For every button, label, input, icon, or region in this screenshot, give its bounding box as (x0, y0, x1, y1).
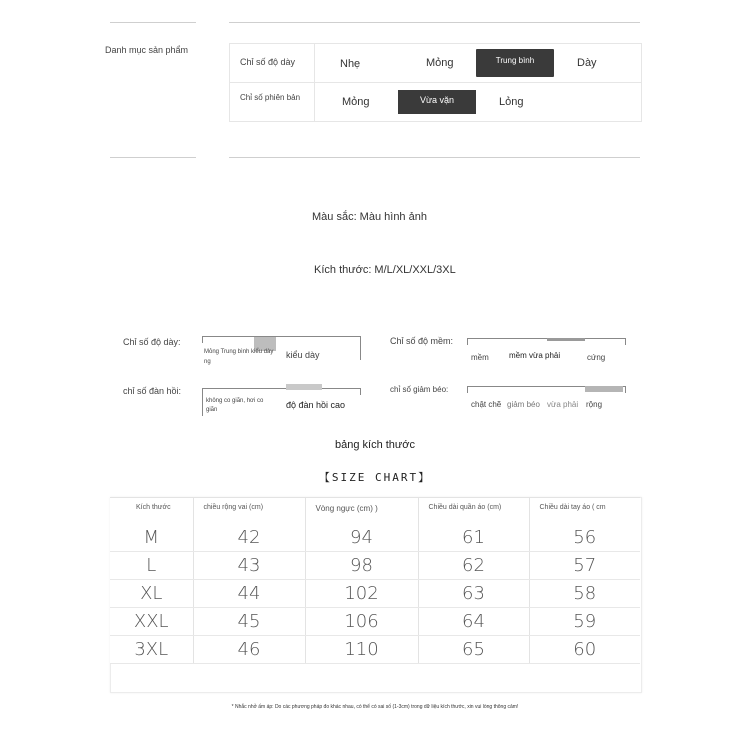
header-size: Kích thước (110, 498, 193, 525)
table-row (110, 524, 640, 552)
table-row (110, 636, 640, 664)
cell-size: XXL (110, 608, 193, 636)
cell-size: 3XL (110, 636, 193, 664)
size-line: Kích thước: M/L/XL/XXL/3XL (314, 264, 456, 276)
fit-option-slim: Mỏng (342, 96, 370, 108)
top-divider-right (229, 22, 640, 23)
cell-length: 64 (418, 608, 529, 636)
header-chest: Vòng ngực (cm) ) (305, 498, 418, 525)
footnote: * Nhắc nhở ấm áp: Do các phương pháp đo khác nhau, có thể có sai số (1-3cm) trong dữ liệu kích thước, xin vui lòng thông cảm! (231, 704, 519, 710)
elasticity-scale-right-text: độ đàn hồi cao (286, 400, 346, 410)
thickness-scale-label: Chỉ số độ dày: (123, 337, 181, 347)
size-chart-header-row (110, 498, 640, 525)
thickness-scale-right-text: kiểu dày (286, 350, 320, 360)
softness-tick-soft: mềm (471, 353, 489, 362)
cell-length: 61 (418, 524, 529, 552)
slimming-tick-slimming: giảm béo (507, 400, 540, 409)
cell-chest: 94 (305, 524, 418, 552)
thickness-scale-start (202, 336, 203, 343)
size-chart-subtitle: 【SIZE CHART】 (318, 471, 432, 484)
thickness-scale-end (360, 336, 361, 360)
cell-size: L (110, 552, 193, 580)
cell-shoulder: 44 (193, 580, 305, 608)
cell-sleeve: 58 (529, 580, 640, 608)
index-table-col-divider (314, 44, 315, 121)
thickness-index-label: Chỉ số độ dày (240, 57, 296, 67)
softness-scale-bar (467, 338, 625, 339)
slimming-scale (467, 386, 629, 416)
cell-shoulder: 43 (193, 552, 305, 580)
index-table-row-divider (230, 82, 641, 83)
cell-sleeve: 56 (529, 524, 640, 552)
size-chart-table (110, 497, 640, 664)
cell-chest: 98 (305, 552, 418, 580)
cell-chest: 110 (305, 636, 418, 664)
slimming-scale-label: chỉ số giảm béo: (390, 385, 449, 394)
top-divider-left (110, 22, 196, 23)
elasticity-scale (202, 384, 364, 420)
fit-option-regular-selected: Vừa vặn (398, 90, 476, 114)
softness-tick-hard: cứng (587, 353, 606, 362)
softness-scale-label: Chỉ số độ mềm: (390, 336, 454, 346)
cell-chest: 102 (305, 580, 418, 608)
elasticity-scale-bar (202, 388, 360, 389)
table-row (110, 552, 640, 580)
category-label: Danh mục sản phẩm (105, 45, 189, 55)
thickness-option-light: Nhẹ (340, 58, 361, 70)
fit-index-label: Chỉ số phiên bản (240, 93, 301, 102)
header-sleeve-length: Chiều dài tay áo ( cm (529, 498, 640, 525)
softness-scale-marker (547, 338, 585, 341)
cell-size: XL (110, 580, 193, 608)
cell-shoulder: 46 (193, 636, 305, 664)
thickness-scale (202, 336, 362, 366)
softness-scale-end (625, 338, 626, 345)
mid-divider-right (229, 157, 640, 158)
elasticity-scale-label: chỉ số đàn hồi: (123, 386, 182, 396)
slimming-tick-loose: rộng (586, 400, 603, 409)
cell-sleeve: 59 (529, 608, 640, 636)
elasticity-scale-marker (286, 384, 322, 390)
thickness-scale-left-text: Mỏng Trung bình kiểu dày ng (204, 349, 274, 365)
softness-scale-start (467, 338, 468, 345)
slimming-scale-end (625, 386, 626, 393)
cell-sleeve: 57 (529, 552, 640, 580)
cell-length: 63 (418, 580, 529, 608)
softness-scale (467, 338, 629, 368)
elasticity-scale-end (360, 388, 361, 395)
size-chart-title: bảng kích thước (334, 439, 415, 451)
fit-option-loose: Lỏng (499, 96, 524, 108)
thickness-option-thin: Mỏng (426, 57, 454, 69)
cell-length: 65 (418, 636, 529, 664)
softness-tick-medium: mềm vừa phải (509, 351, 561, 360)
cell-sleeve: 60 (529, 636, 640, 664)
header-shoulder-width: chiều rộng vai (cm) (193, 498, 305, 525)
slimming-tick-moderate: vừa phải (547, 400, 579, 409)
table-row (110, 580, 640, 608)
cell-size: M (110, 524, 193, 552)
slimming-tick-tight: chật chẽ (471, 400, 502, 409)
cell-shoulder: 45 (193, 608, 305, 636)
cell-length: 62 (418, 552, 529, 580)
mid-divider-left (110, 157, 196, 158)
thickness-scale-bar (202, 336, 360, 337)
cell-shoulder: 42 (193, 524, 305, 552)
thickness-option-medium-selected: Trung bình (476, 49, 554, 77)
elasticity-scale-left-text: không co giãn, hơi co giãn (206, 398, 264, 413)
slimming-scale-start (467, 386, 468, 393)
index-table (229, 43, 642, 122)
thickness-option-thick: Dày (577, 57, 597, 69)
table-row (110, 608, 640, 636)
slimming-scale-marker (585, 386, 623, 392)
cell-chest: 106 (305, 608, 418, 636)
header-length: Chiều dài quần áo (cm) (418, 498, 529, 525)
color-line: Màu sắc: Màu hình ảnh (312, 211, 427, 223)
elasticity-scale-start (202, 388, 203, 416)
